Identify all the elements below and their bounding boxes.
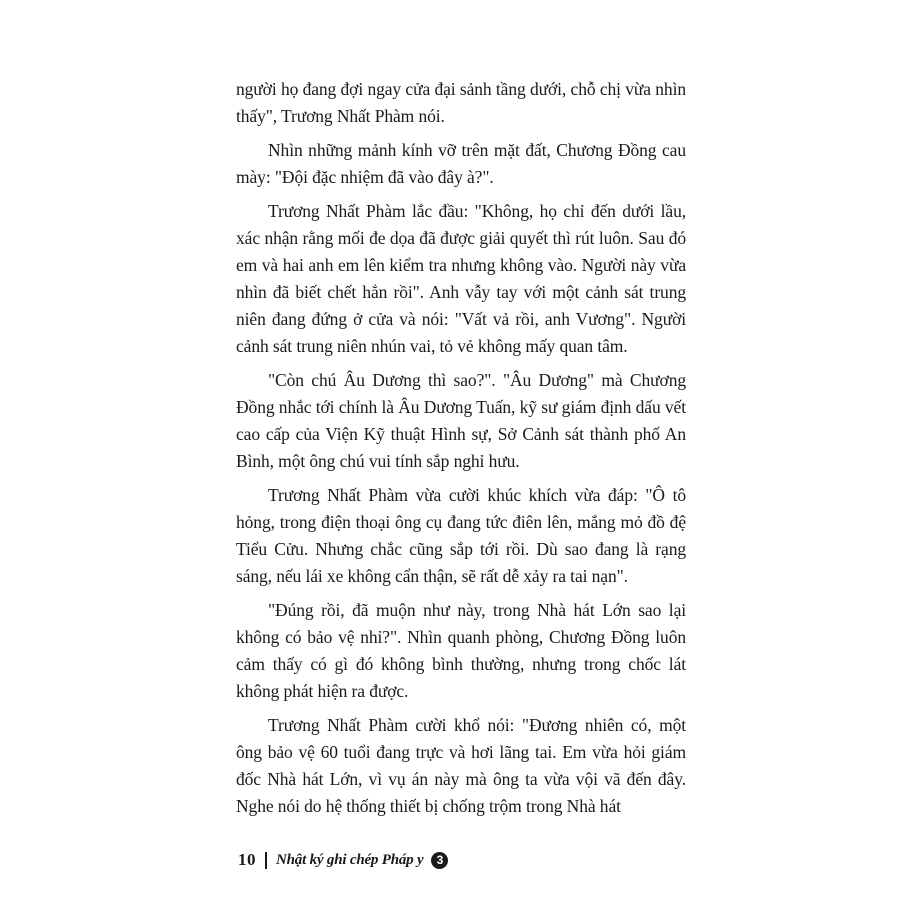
paragraph-7: Trương Nhất Phàm cười khổ nói: "Đương nhiên có, một ông bảo vệ 60 tuổi đang trực và hơi lãng tai. Em vừa hỏi giám đốc Nhà hát Lớn, vì vụ án này mà ông ta vừa vội vã đến đây. Nghe nói do hệ thống thiết bị chống trộm trong Nhà hát	[236, 715, 686, 816]
paragraph-5: Trương Nhất Phàm vừa cười khúc khích vừa đáp: "Ô tô hỏng, trong điện thoại ông cụ đang tức điên lên, mắng mỏ đồ đệ Tiểu Cửu. Nhưng chắc cũng sắp tới rồi. Dù sao đang là rạng sáng, nếu lái xe không cẩn thận, sẽ rất dễ xảy ra tai nạn".	[236, 485, 686, 586]
page-footer	[238, 846, 448, 874]
paragraph-6: "Đúng rồi, đã muộn như này, trong Nhà hát Lớn sao lại không có bảo vệ nhỉ?". Nhìn quanh phòng, Chương Đồng luôn cảm thấy có gì đó không bình thường, nhưng trong chốc lát không phát hiện ra được.	[236, 600, 686, 701]
volume-badge: 3	[431, 852, 448, 869]
paragraph-2: Nhìn những mảnh kính vỡ trên mặt đất, Chương Đồng cau mày: "Đội đặc nhiệm đã vào đây à?".	[236, 140, 686, 187]
book-title: Nhật ký ghi chép Pháp y	[276, 851, 424, 868]
paragraph-3: Trương Nhất Phàm lắc đầu: "Không, họ chỉ đến dưới lầu, xác nhận rằng mối đe dọa đã được giải quyết thì rút luôn. Sau đó em và hai anh em lên kiểm tra nhưng không vào. Người này vừa nhìn đã biết chết hẳn rồi". Anh vẫy tay với một cảnh sát trung niên đang đứng ở cửa và nói: "Vất vả rồi, anh Vương". Người cảnh sát trung niên nhún vai, tỏ vẻ không mấy quan tâm.	[236, 201, 686, 356]
paragraph-1: người họ đang đợi ngay cửa đại sảnh tầng dưới, chỗ chị vừa nhìn thấy", Trương Nhất Phàm nói.	[236, 79, 686, 126]
paragraph-4: "Còn chú Âu Dương thì sao?". "Âu Dương" mà Chương Đồng nhắc tới chính là Âu Dương Tuấn, kỹ sư giám định dấu vết cao cấp của Viện Kỹ thuật Hình sự, Sở Cảnh sát thành phố An Bình, một ông chú vui tính sắp nghỉ hưu.	[236, 370, 686, 471]
footer-divider	[265, 852, 267, 869]
page-number: 10	[238, 850, 256, 869]
page-body	[236, 76, 686, 827]
